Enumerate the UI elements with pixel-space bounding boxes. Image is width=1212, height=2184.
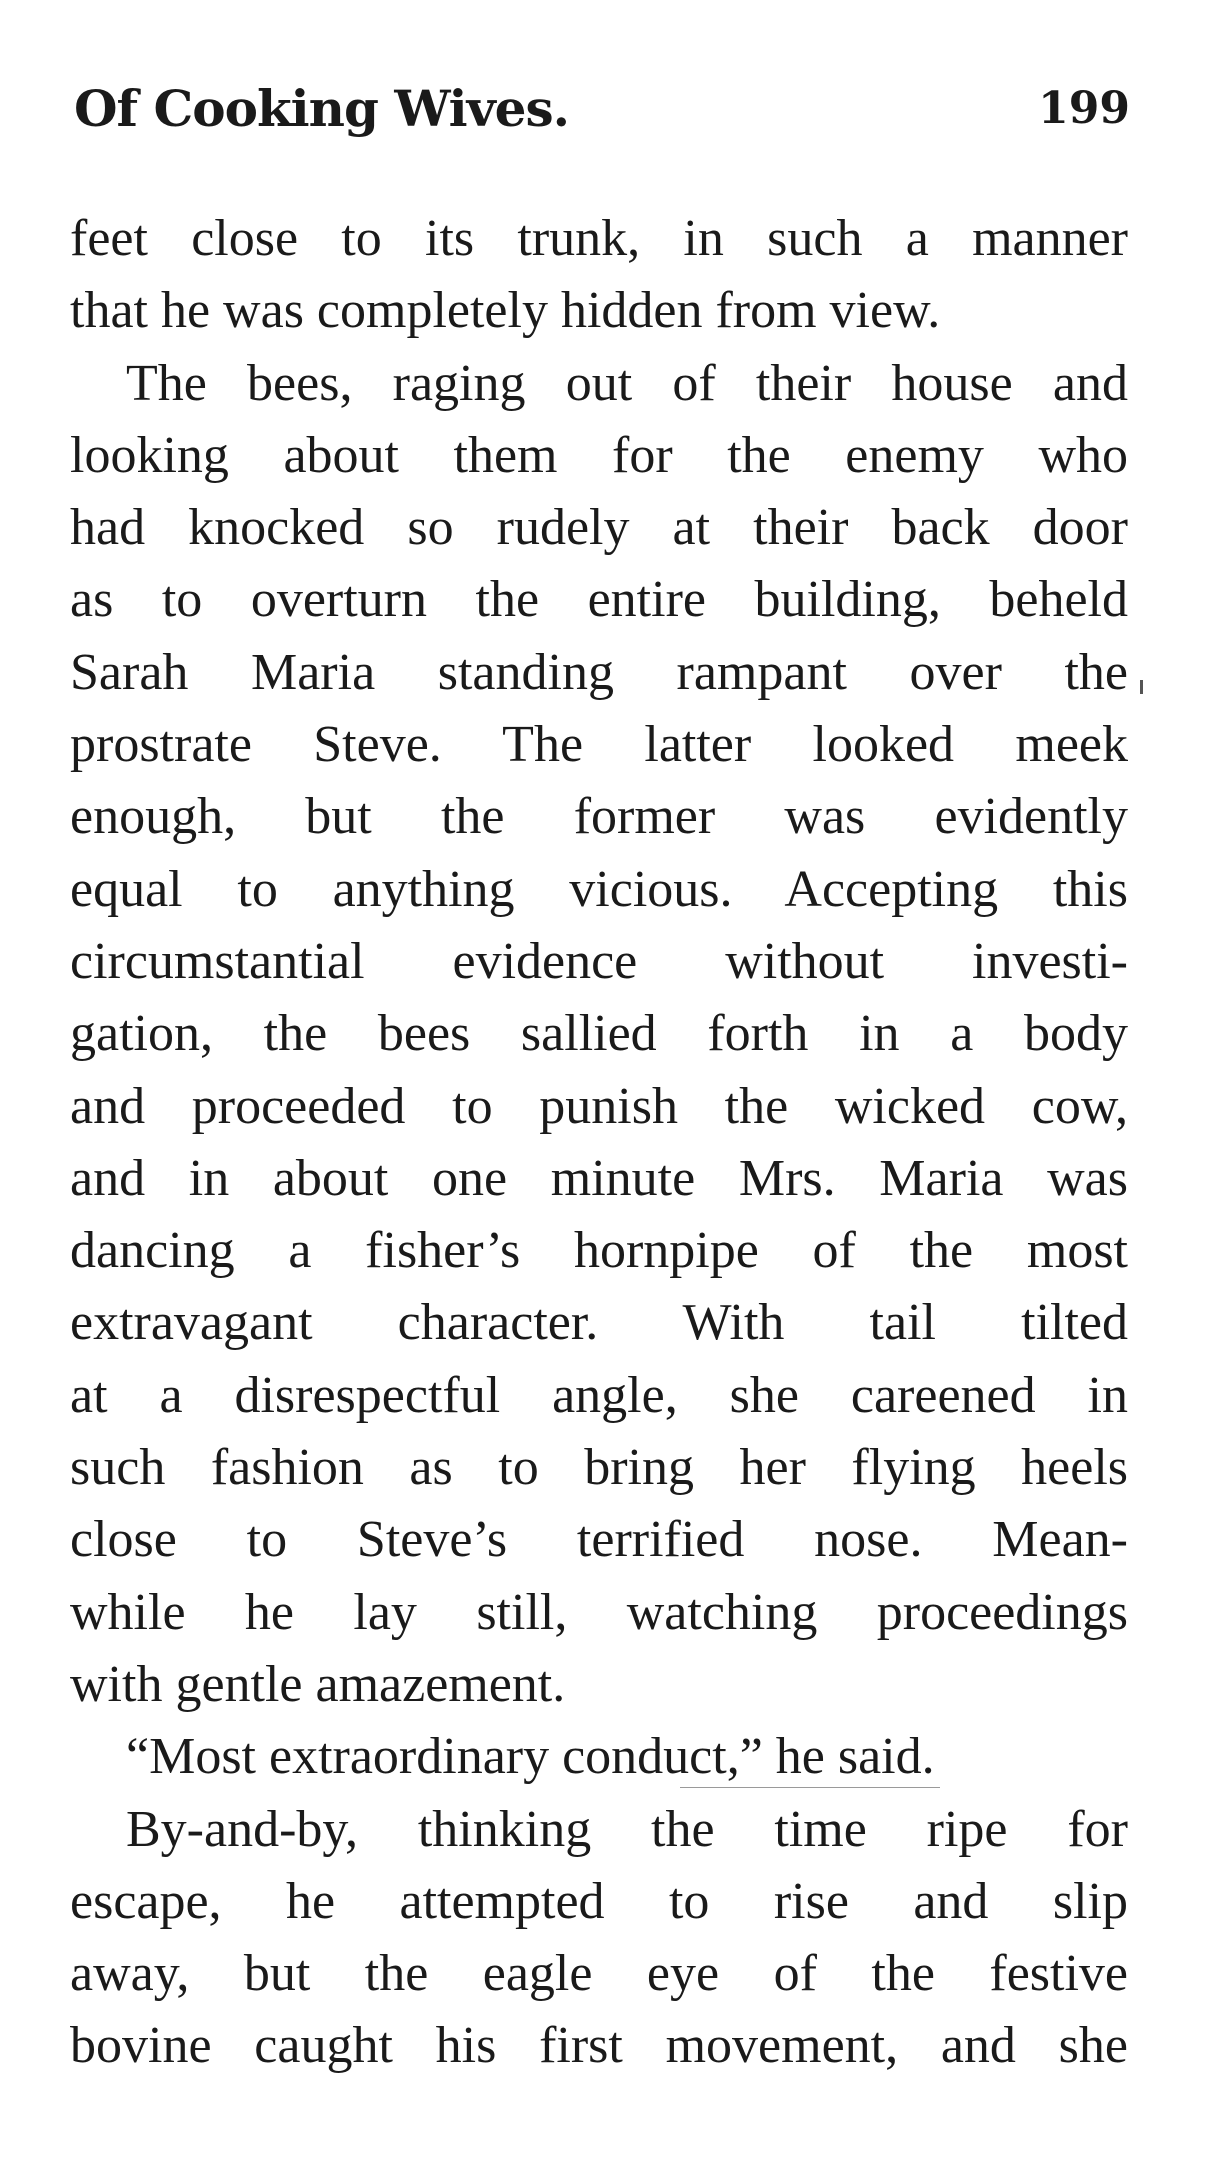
text-line: Sarah Maria standing rampant over the bbox=[70, 643, 1128, 701]
text-line: and in about one minute Mrs. Maria was bbox=[70, 1149, 1128, 1207]
text-line: at a disrespectful angle, she careened in bbox=[70, 1366, 1128, 1424]
text-line: By-and-by, thinking the time ripe for bbox=[126, 1800, 1128, 1858]
text-line: had knocked so rudely at their back door bbox=[70, 499, 1128, 557]
text-line: bovine caught his first movement, and she bbox=[70, 2017, 1128, 2075]
text-line: equal to anything vicious. Accepting this bbox=[70, 860, 1128, 918]
text-line: looking about them for the enemy who bbox=[70, 426, 1128, 484]
margin-speck bbox=[1140, 680, 1143, 694]
text-line: with gentle amazement. bbox=[70, 1655, 566, 1713]
text-line: that he was completely hidden from view. bbox=[70, 282, 941, 340]
text-line: “Most extraordinary conduct,” he said. bbox=[126, 1728, 935, 1786]
text-line: close to Steve’s terrified nose. Mean- bbox=[70, 1511, 1128, 1569]
running-head bbox=[74, 74, 1130, 144]
text-line: dancing a fisher’s hornpipe of the most bbox=[70, 1222, 1128, 1280]
text-line: prostrate Steve. The latter looked meek bbox=[70, 716, 1128, 774]
text-line: gation, the bees sallied forth in a body bbox=[70, 1005, 1128, 1063]
text-line: circumstantial evidence without investi- bbox=[70, 932, 1128, 990]
text-line: enough, but the former was evidently bbox=[70, 788, 1128, 846]
text-line: away, but the eagle eye of the festive bbox=[70, 1945, 1128, 2003]
page-number: 199 bbox=[1038, 83, 1130, 134]
text-line: and proceeded to punish the wicked cow, bbox=[70, 1077, 1128, 1135]
text-line: such fashion as to bring her flying heels bbox=[70, 1439, 1128, 1497]
text-line: extravagant character. With tail tilted bbox=[70, 1294, 1128, 1352]
pencil-underline bbox=[680, 1787, 940, 1788]
body-text bbox=[70, 203, 1128, 2083]
text-line: as to overturn the entire building, beheld bbox=[70, 571, 1128, 629]
text-line: while he lay still, watching proceedings bbox=[70, 1583, 1128, 1641]
text-line: feet close to its trunk, in such a manner bbox=[70, 210, 1128, 267]
text-line: The bees, raging out of their house and bbox=[126, 354, 1128, 412]
text-line: escape, he attempted to rise and slip bbox=[70, 1872, 1128, 1930]
running-title: Of Cooking Wives. bbox=[74, 79, 570, 138]
